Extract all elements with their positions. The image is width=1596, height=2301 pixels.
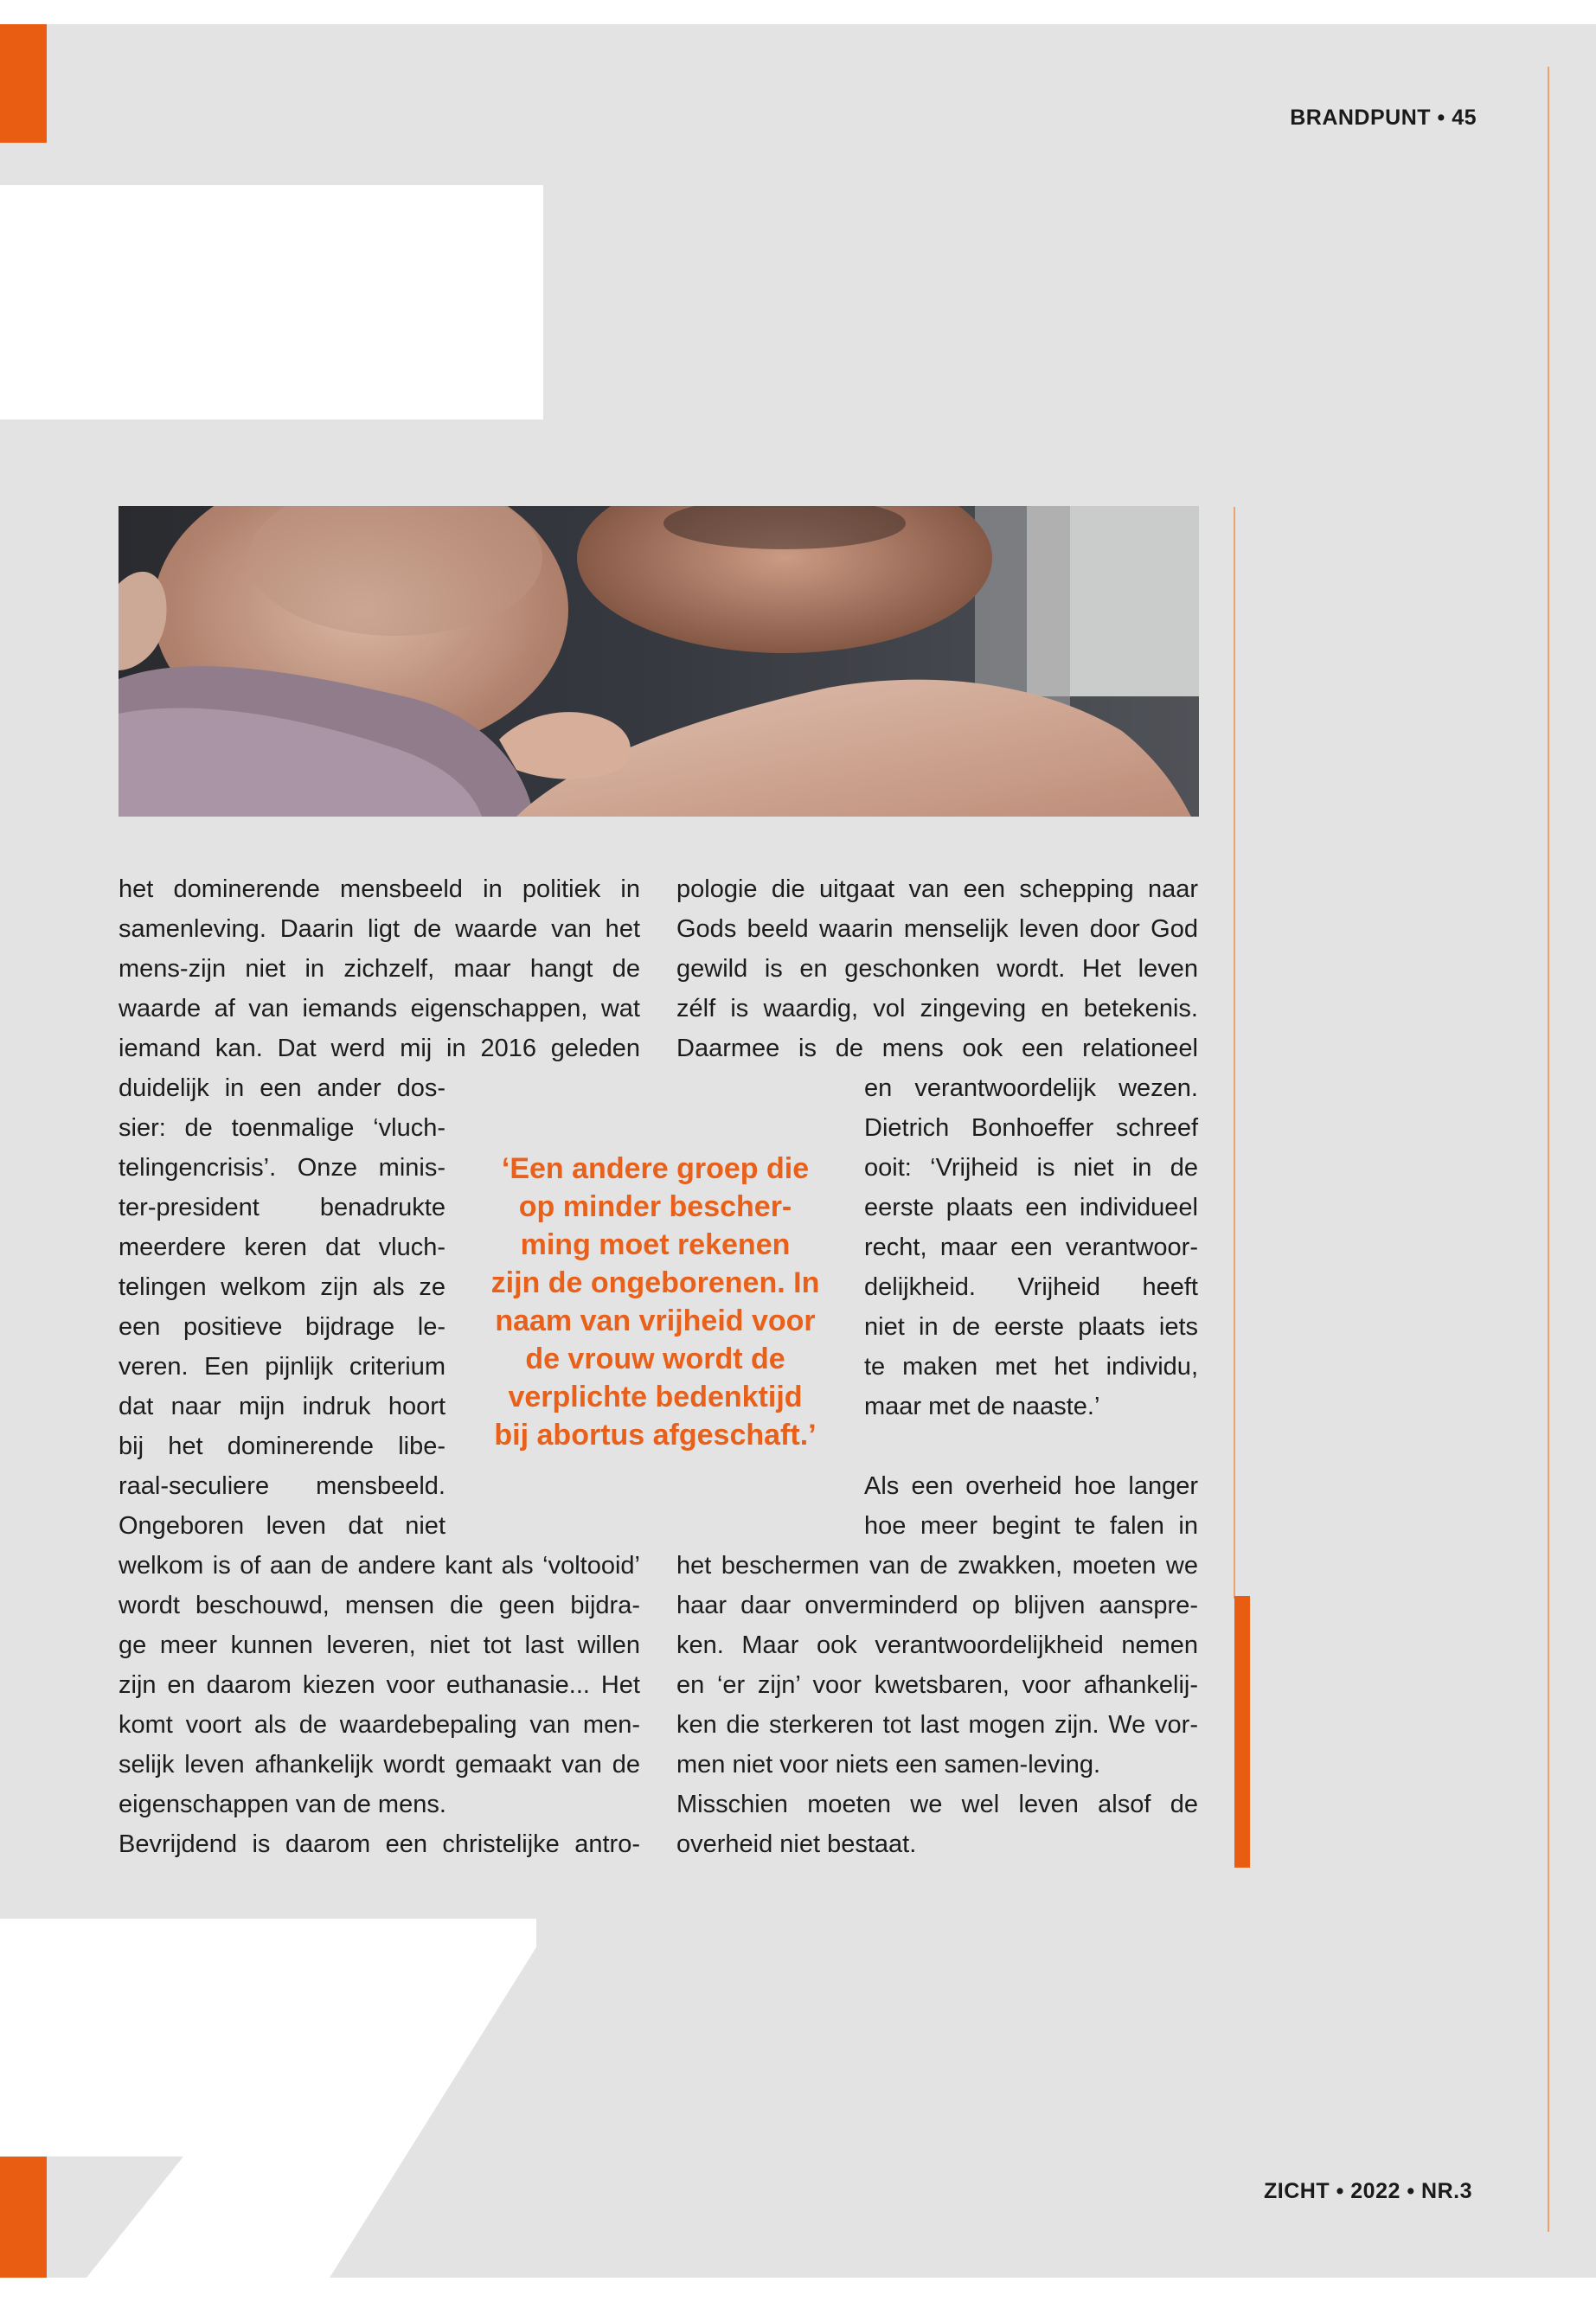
text-line: haar daar onverminderd op blijven aanspre- xyxy=(676,1592,1198,1619)
text-line: ken die sterkeren tot last mogen zijn. We vor- xyxy=(676,1711,1198,1739)
page-edge-rule xyxy=(1548,67,1549,2232)
text-line: zijn en daarom kiezen voor euthanasie... Het xyxy=(119,1671,640,1699)
text-line: Dietrich Bonhoeffer schreef xyxy=(864,1114,1198,1142)
text-line: Ongeboren leven dat niet xyxy=(119,1512,445,1540)
text-line: Bevrijdend is daarom een christelijke antro- xyxy=(119,1830,640,1858)
left-column-top xyxy=(119,869,640,1068)
text-line: sier: de toenmalige ‘vluch- xyxy=(119,1114,445,1142)
text-line: een positieve bijdrage le- xyxy=(119,1313,445,1341)
running-header: BRANDPUNT • 45 xyxy=(1290,106,1477,130)
column-rule xyxy=(1234,507,1235,1599)
pull-quote-line: bij abortus afgeschaft.’ xyxy=(494,1419,817,1452)
text-line: hoe meer begint te falen in xyxy=(864,1512,1198,1540)
text-line: Daarmee is de mens ook een relationeel xyxy=(676,1035,1198,1062)
text-line: iemand kan. Dat werd mij in 2016 geleden xyxy=(119,1035,640,1062)
text-line: duidelijk in een ander dos- xyxy=(119,1074,445,1102)
text-line: maar met de naaste.’ xyxy=(864,1393,1100,1420)
text-line: Misschien moeten we wel leven alsof de xyxy=(676,1791,1198,1818)
text-line: bij het dominerende libe- xyxy=(119,1433,445,1460)
pull-quote xyxy=(471,1150,839,1454)
text-line: overheid niet bestaat. xyxy=(676,1830,917,1858)
right-column-narrow xyxy=(864,1068,1198,1426)
column-accent-bar xyxy=(1234,1596,1250,1868)
text-line: selijk leven afhankelijk wordt gemaakt van de xyxy=(119,1751,640,1779)
running-footer: ZICHT • 2022 • NR.3 xyxy=(1264,2179,1472,2203)
text-line: telingencrisis’. Onze minis- xyxy=(119,1154,445,1182)
text-line: eigenschappen van de mens. xyxy=(119,1791,446,1818)
text-line: samenleving. Daarin ligt de waarde van het xyxy=(119,915,640,943)
text-line: het beschermen van de zwakken, moeten we xyxy=(676,1552,1198,1580)
text-line: gewild is en geschonken wordt. Het leven xyxy=(676,955,1198,983)
text-line: te maken met het individu, xyxy=(864,1353,1198,1381)
text-line: waarde af van iemands eigenschappen, wat xyxy=(119,995,640,1022)
text-line: wordt beschouwd, mensen die geen bijdra- xyxy=(119,1592,640,1619)
pull-quote-line: op minder bescher- xyxy=(518,1190,792,1223)
right-column-top xyxy=(676,869,1198,1068)
text-line: komt voort als de waardebepaling van men- xyxy=(119,1711,640,1739)
left-column-bottom xyxy=(119,1546,640,1864)
pull-quote-line: zijn de ongeborenen. In xyxy=(490,1266,820,1299)
right-column-narrow-2 xyxy=(864,1466,1198,1546)
orange-tab-bottom xyxy=(0,2157,47,2278)
right-column-bottom xyxy=(676,1546,1198,1864)
pull-quote-line: ‘Een andere groep die xyxy=(501,1152,810,1185)
left-column-narrow xyxy=(119,1068,445,1546)
text-line: Gods beeld waarin menselijk leven door God xyxy=(676,915,1198,943)
text-line: niet in de eerste plaats iets xyxy=(864,1313,1198,1341)
white-angled-block-bottom xyxy=(0,1919,541,2279)
text-line: Als een overheid hoe langer xyxy=(864,1472,1198,1500)
text-line: zélf is waardig, vol zingeving en betekenis. xyxy=(676,995,1198,1022)
text-line: eerste plaats een individueel xyxy=(864,1194,1198,1221)
text-line: het dominerende mensbeeld in politiek in xyxy=(119,875,640,903)
text-line: mens-zijn niet in zichzelf, maar hangt de xyxy=(119,955,640,983)
text-line: men niet voor niets een samen-leving. xyxy=(676,1751,1101,1779)
pull-quote-line: ming moet rekenen xyxy=(520,1228,791,1261)
baby-photo xyxy=(119,506,1199,817)
pull-quote-line: naam van vrijheid voor xyxy=(495,1304,816,1337)
text-line: recht, maar een verantwoor- xyxy=(864,1234,1198,1261)
text-line: en ‘er zijn’ voor kwetsbaren, voor afhankelij- xyxy=(676,1671,1198,1699)
text-line: veren. Een pijnlijk criterium xyxy=(119,1353,445,1381)
text-line: pologie die uitgaat van een schepping naar xyxy=(676,875,1198,903)
text-line: telingen welkom zijn als ze xyxy=(119,1273,445,1301)
pull-quote-line: de vrouw wordt de xyxy=(525,1343,785,1375)
text-line: en verantwoordelijk wezen. xyxy=(864,1074,1198,1102)
white-block-top xyxy=(0,185,543,420)
pull-quote-line: verplichte bedenktijd xyxy=(508,1381,803,1413)
text-line: ter-president benadrukte xyxy=(119,1194,445,1221)
text-line: dat naar mijn indruk hoort xyxy=(119,1393,445,1420)
text-line: delijkheid. Vrijheid heeft xyxy=(864,1273,1198,1301)
text-line: ge meer kunnen leveren, niet tot last willen xyxy=(119,1631,640,1659)
text-line: ooit: ‘Vrijheid is niet in de xyxy=(864,1154,1198,1182)
text-line: raal-seculiere mensbeeld. xyxy=(119,1472,445,1500)
text-line: ken. Maar ook verantwoordelijkheid nemen xyxy=(676,1631,1198,1659)
orange-tab-top xyxy=(0,24,47,143)
text-line: meerdere keren dat vluch- xyxy=(119,1234,445,1261)
text-line: welkom is of aan de andere kant als ‘voltooid’ xyxy=(119,1552,640,1580)
